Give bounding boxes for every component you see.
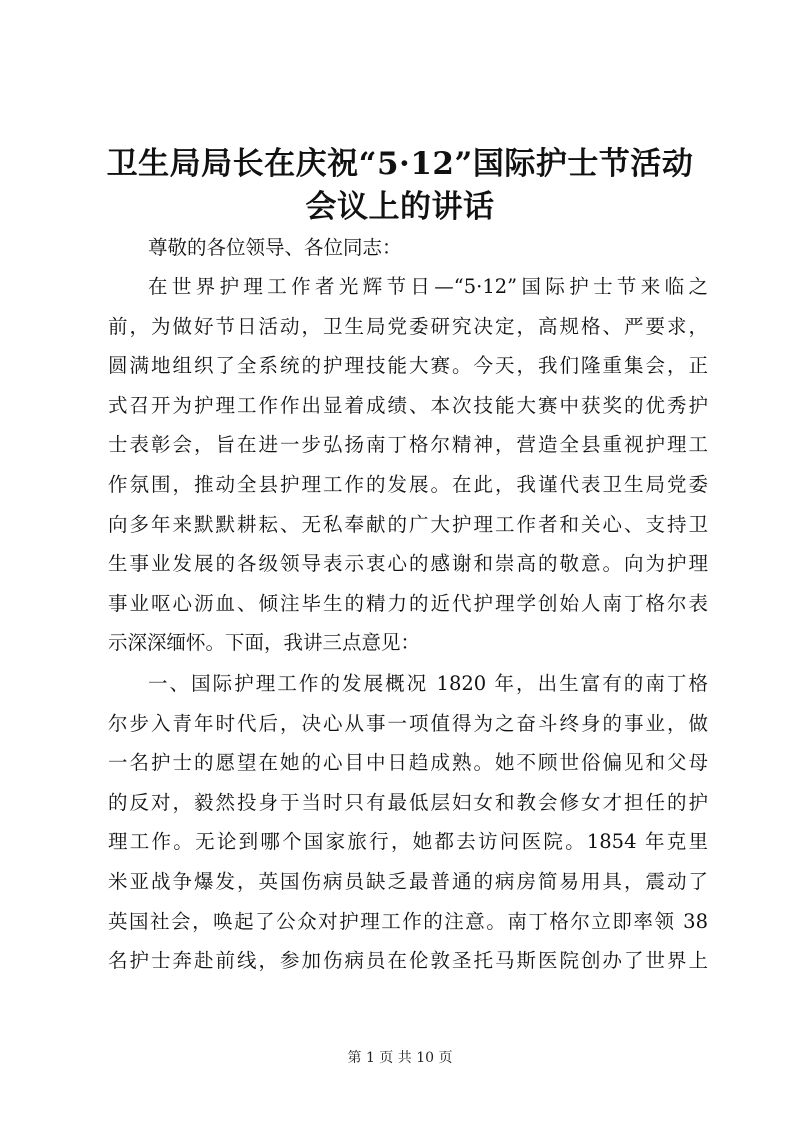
paragraph-line: 作氛围，推动全县护理工作的发展。在此，我谨代表卫生局党委 (108, 472, 708, 496)
paragraph-line: 生事业发展的各级领导表示衷心的感谢和崇高的敬意。向为护理 (108, 552, 708, 576)
paragraph-2 (108, 664, 708, 981)
paragraph-1 (108, 267, 708, 663)
paragraph-line: 一、国际护理工作的发展概况 1820 年，出生富有的南丁格 (148, 672, 708, 695)
document-title-line-1: 卫生局局长在庆祝“5·12”国际护士节活动 (106, 146, 694, 182)
paragraph-line: 一名护士的愿望在她的心目中日趋成熟。她不顾世俗偏见和父母 (108, 751, 708, 775)
paragraph-line: 名护士奔赴前线，参加伤病员在伦敦圣托马斯医院创办了世界上 (108, 949, 708, 973)
paragraph-line: 式召开为护理工作作出显着成绩、本次技能大赛中获奖的优秀护 (108, 393, 708, 417)
paragraph-line: 英国社会，唤起了公众对护理工作的注意。南丁格尔立即率领 38 (108, 909, 708, 933)
document-title-line-2: 会议上的讲话 (305, 189, 495, 225)
paragraph-line: 理工作。无论到哪个国家旅行，她都去访问医院。1854 年克里 (108, 830, 708, 854)
paragraph-line: 尔步入青年时代后，决心从事一项值得为之奋斗终身的事业，做 (108, 711, 708, 735)
salutation-text: 尊敬的各位领导、各位同志： (148, 236, 402, 259)
paragraph-line: 的反对，毅然投身于当时只有最低层妇女和教会修女才担任的护 (108, 790, 708, 814)
paragraph-line: 圆满地组织了全系统的护理技能大赛。今天，我们隆重集会，正 (108, 354, 708, 378)
paragraph-line: 事业呕心沥血、倾注毕生的精力的近代护理学创始人南丁格尔表 (108, 591, 708, 615)
salutation (108, 228, 708, 268)
page-footer: 第 1 页 共 10 页 (347, 1050, 453, 1066)
paragraph-line: 士表彰会，旨在进一步弘扬南丁格尔精神，营造全县重视护理工 (108, 433, 708, 457)
paragraph-line: 向多年来默默耕耘、无私奉献的广大护理工作者和关心、支持卫 (108, 512, 708, 536)
paragraph-line: 米亚战争爆发，英国伤病员缺乏最普通的病房简易用具，震动了 (108, 869, 708, 893)
paragraph-line: 在世界护理工作者光辉节日—“5·12”国际护士节来临之 (148, 275, 708, 298)
paragraph-line: 示深深缅怀。下面，我讲三点意见： (108, 631, 421, 655)
paragraph-line: 前，为做好节日活动，卫生局党委研究决定，高规格、严要求， (108, 314, 708, 338)
